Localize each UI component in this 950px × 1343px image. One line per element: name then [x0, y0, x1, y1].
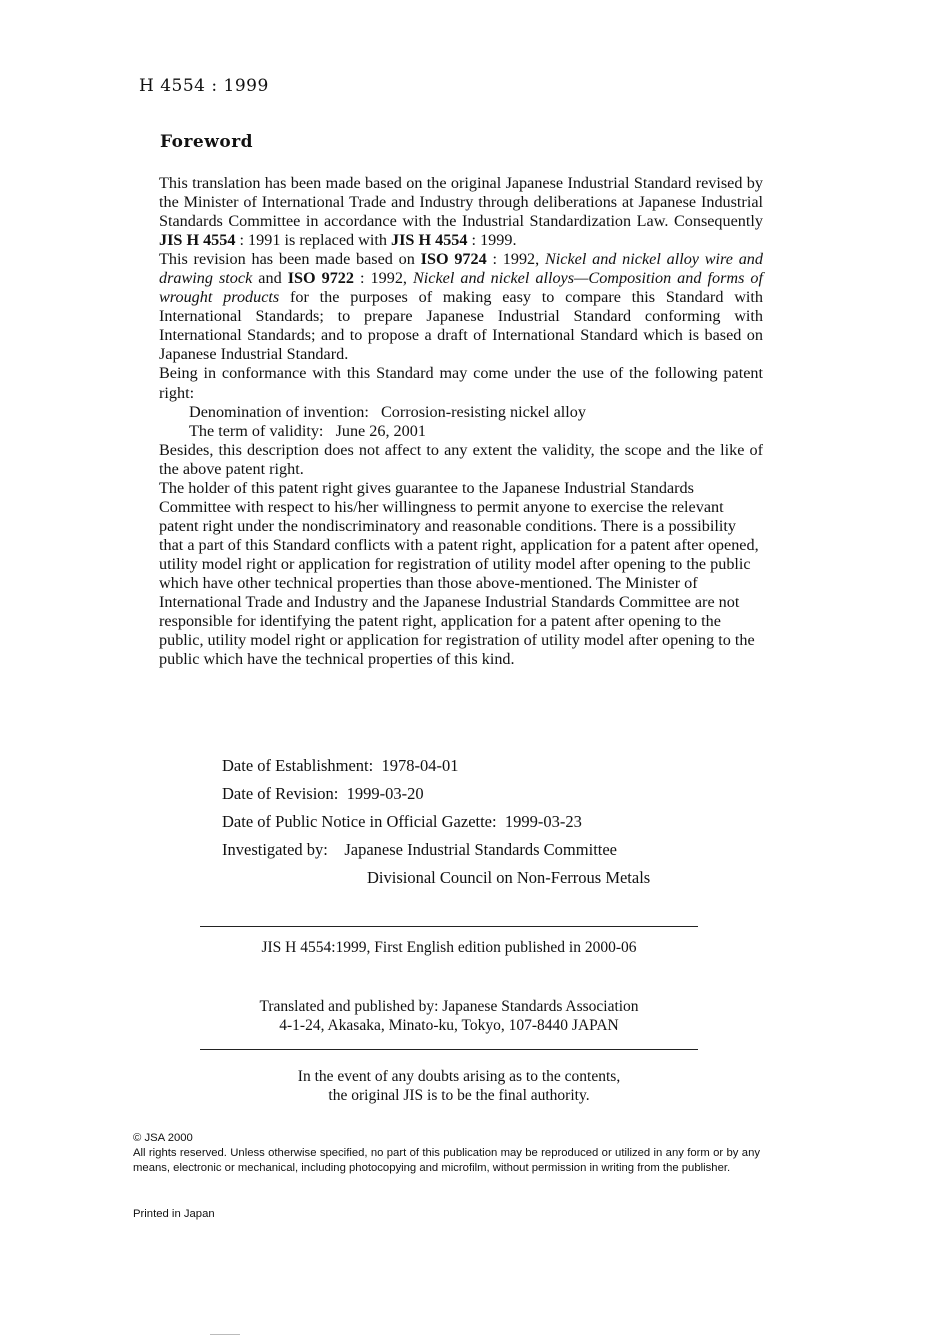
document-id: H 4554 : 1999: [139, 76, 269, 96]
notice-row: Date of Public Notice in Official Gazette: 1999-03-23: [222, 812, 582, 831]
iso-title: Nickel and nickel alloys—Composition and forms of wrought products: [159, 269, 763, 307]
revision-row: Date of Revision: 1999-03-20: [222, 784, 424, 803]
investigated-row-2: Divisional Council on Non-Ferrous Metals: [367, 868, 651, 887]
patent-validity: The term of validity: June 26, 2001: [189, 421, 426, 440]
establishment-row: Date of Establishment: 1978-04-01: [222, 756, 459, 775]
iso-title: Nickel and nickel alloy wire and drawing stock: [159, 250, 763, 288]
scan-mark: [210, 1334, 240, 1335]
publisher-line: Translated and published by: Japanese Standards Association: [259, 998, 639, 1015]
investigated-row: Investigated by: Japanese Industrial Standards Committee: [222, 840, 618, 859]
standard-ref: JIS H 4554: [391, 231, 468, 250]
authority-notice: In the event of any doubts arising as to the contents, the original JIS is to be the final authority.: [297, 1068, 621, 1104]
paragraph-holder: The holder of this patent right gives guarantee to the Japanese Industrial Standards Committee with respect to his/her willingness to permit anyone to exercise the relevant patent right under the nondiscriminatory and reasonable conditions. There is a possibility that a part of this Standard conflicts with a patent right, application for a patent after opened, utility model right or application for registration of utility model after opening to the public which have other technical properties than those above-mentioned. The Minister of International Trade and Industry and the Japanese Industrial Standards Committee are not responsible for identifying the patent right, application for a patent after opening to the public, utility model right or application for registration of utility model after opening to the public which have the technical properties of this kind.: [159, 478, 759, 669]
dates-block: [222, 755, 742, 895]
separator-bottom: [200, 1049, 698, 1050]
publisher-address: 4-1-24, Akasaka, Minato-ku, Tokyo, 107-8440 JAPAN: [279, 1017, 619, 1034]
iso-ref: ISO 9722: [287, 269, 354, 288]
edition-line: JIS H 4554:1999, First English edition published in 2000-06: [261, 939, 637, 956]
separator-top: [200, 926, 698, 927]
paragraph-revision: This revision has been made based on ISO 9724 : 1992, Nickel and nickel alloy wire and drawing stock and ISO 9722 : 1992, Nickel and nickel alloys—Composition and forms of wrought products for the purposes of making easy to compare this Standard with International Standards; to prepare Japanese Industrial Standard conforming with International Standards; and to propose a draft of International Standard which is based on Japanese Industrial Standard.: [159, 250, 763, 364]
foreword-heading: Foreword: [160, 132, 254, 152]
printed-in: Printed in Japan: [133, 1208, 215, 1220]
iso-ref: ISO 9724: [420, 250, 487, 269]
standard-ref: JIS H 4554: [159, 231, 236, 250]
foreword-body: [159, 174, 763, 669]
paragraph-replacement: This translation has been made based on the original Japanese Industrial Standard revised by the Minister of International Trade and Industry through deliberations at Japanese Industrial Standards Committee in accordance with the Industrial Standardization Law. Consequently JIS H 4554 : 1991 is replaced with JIS H 4554 : 1999.: [159, 174, 763, 250]
rights-notice: All rights reserved. Unless otherwise specified, no part of this publication may be reproduced or utilized in any form or by any means, electronic or mechanical, including photocopying and microfilm, without permission in writing from the publisher.: [133, 1147, 760, 1175]
patent-invention: Denomination of invention: Corrosion-resisting nickel alloy: [189, 402, 586, 421]
paragraph-patent-intro: Being in conformance with this Standard may come under the use of the following patent right:: [159, 364, 763, 402]
publisher-block: [200, 997, 698, 1035]
paragraph-scope: Besides, this description does not affect to any extent the validity, the scope and the like of the above patent right.: [159, 440, 763, 478]
copyright: © JSA 2000: [133, 1132, 193, 1144]
